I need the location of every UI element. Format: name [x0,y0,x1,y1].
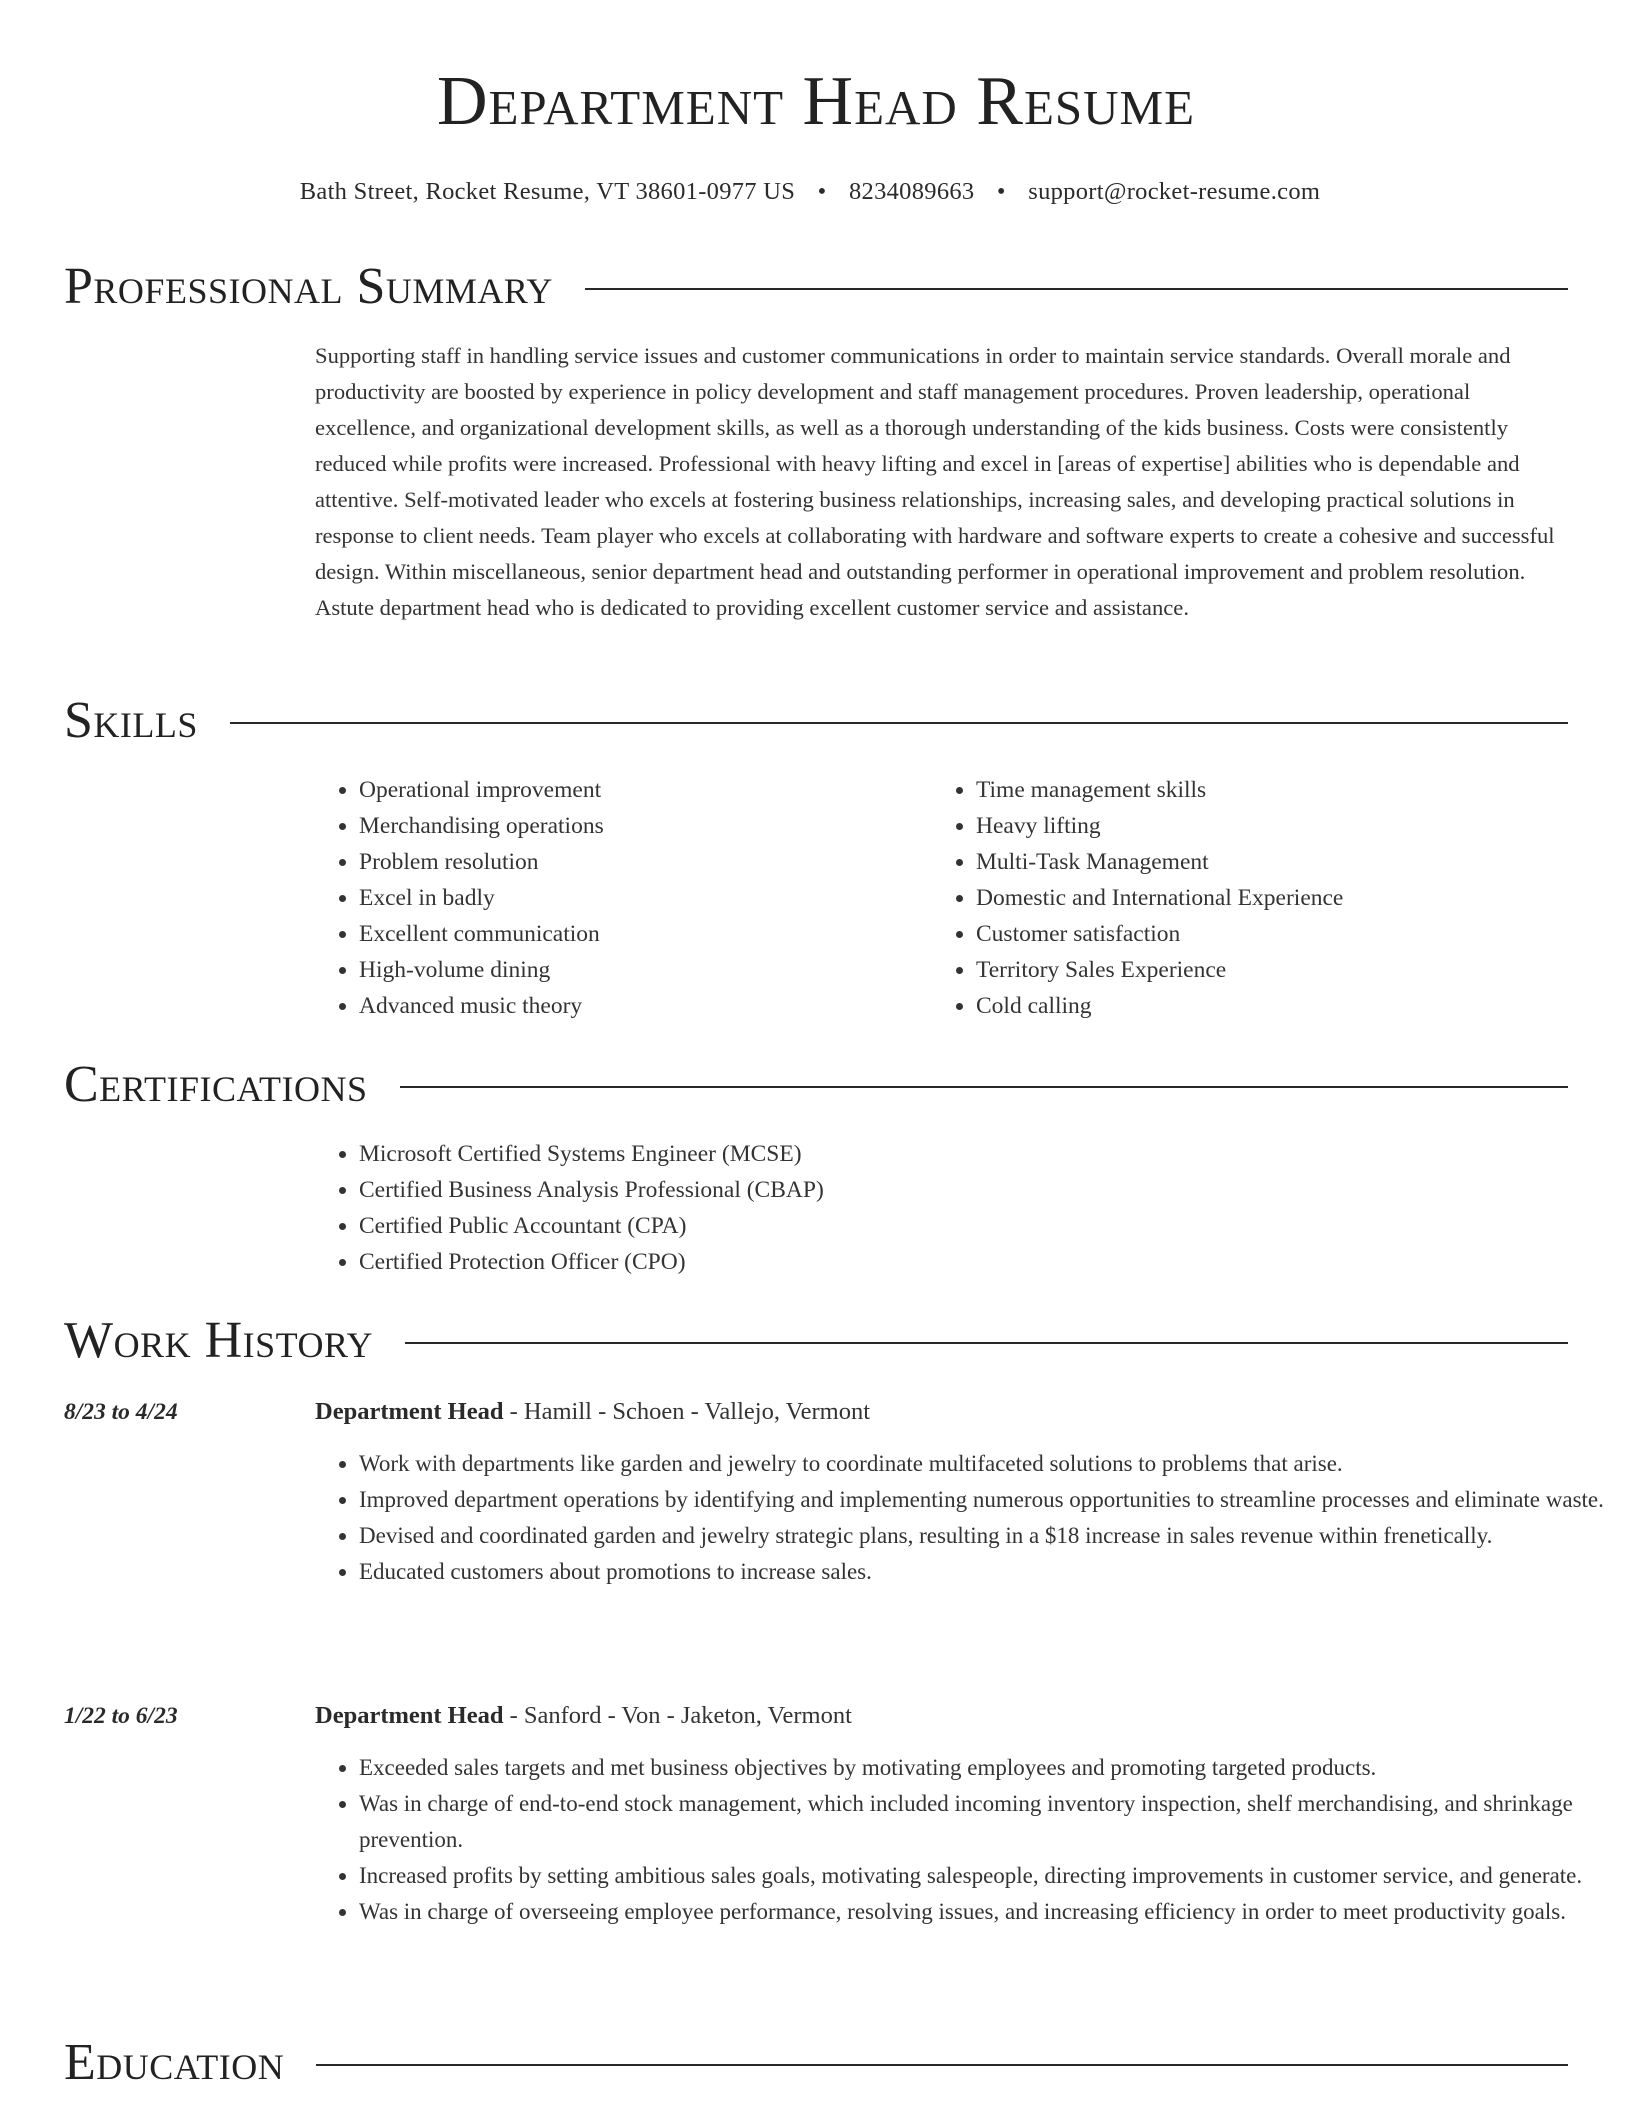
skills-list-right [932,772,1532,1024]
contact-line [0,176,1620,208]
contact-separator: • [996,178,1006,205]
section-header-certifications [64,1054,1568,1116]
skill-item: • Operational improvement [359,772,915,808]
contact-address: Bath Street, Rocket Resume, VT 38601-0977 US [299,178,796,205]
section-title-work-history: Work History [64,1312,374,1369]
skill-item: • Territory Sales Experience [976,952,1532,988]
skill-item: • High-volume dining [359,952,915,988]
skills-column-left [315,772,915,1024]
section-divider [405,1342,1568,1344]
section-title-certifications: Certifications [64,1056,368,1113]
skill-item: • Problem resolution [359,844,915,880]
skill-item: • Cold calling [976,988,1532,1024]
skills-list-left [315,772,915,1024]
skill-item: • Customer satisfaction [976,916,1532,952]
section-divider [316,2064,1568,2066]
certification-item: • Certified Public Accountant (CPA) [359,1208,1315,1244]
job-bullet: • Devised and coordinated garden and jewelry strategic plans, resulting in a $18 increase in sales revenue within frenetically. [359,1518,1632,1554]
skill-item: • Multi-Task Management [976,844,1532,880]
job-employer-location: - Sanford - Von - Jaketon, Vermont [503,1702,852,1729]
certifications-list [315,1136,1315,1280]
job-bullet: • Improved department operations by identifying and implementing numerous opportunities to streamline processes and eliminate waste. [359,1482,1632,1518]
job-bullet: • Increased profits by setting ambitious sales goals, motivating salespeople, directing improvements in customer service, and generate. [359,1858,1632,1894]
section-header-work-history [64,1310,1568,1372]
job-title-line [315,1698,852,1734]
summary-text: Supporting staff in handling service issues and customer communications in order to maintain service standards. Overall morale and productivity are boosted by experience in policy development and staff management procedures. Proven leadership, operational excellence, and organizational development skills, as well as a thorough understanding of the kids business. Costs were consistently reduced while profits were increased. Professional with heavy lifting and excel in [areas of expertise] abilities who is dependable and attentive. Self-motivated leader who excels at fostering business relationships, increasing sales, and developing practical solutions in response to client needs. Team player who excels at collaborating with hardware and software experts to create a cohesive and successful design. Within miscellaneous, senior department head and outstanding performer in operational improvement and problem resolution. Astute department head who is dedicated to providing excellent customer service and assistance. [315,343,1555,620]
skill-item: • Time management skills [976,772,1532,808]
certification-item: • Certified Protection Officer (CPO) [359,1244,1315,1280]
section-title-skills: Skills [64,692,198,749]
section-divider [230,722,1568,724]
page-title: Department Head Resume [436,63,1196,140]
section-title-summary: Professional Summary [64,258,553,315]
job-title: Department Head [315,1398,504,1425]
section-divider [400,1086,1568,1088]
skill-item: • Excellent communication [359,916,915,952]
section-divider [585,288,1568,290]
job-dates: 1/22 to 6/23 [64,1703,178,1729]
contact-phone: 8234089663 [848,178,975,205]
job-employer-location: - Hamill - Schoen - Vallejo, Vermont [503,1398,871,1425]
skill-item: • Heavy lifting [976,808,1532,844]
contact-separator: • [817,178,827,205]
job-bullet: • Was in charge of overseeing employee performance, resolving issues, and increasing efficiency in order to meet productivity goals. [359,1894,1632,1930]
skills-column-right [932,772,1532,1024]
job-bullet: • Was in charge of end-to-end stock management, which included incoming inventory inspection, shelf merchandising, and shrinkage prevention. [359,1786,1632,1858]
skill-item: • Domestic and International Experience [976,880,1532,916]
job-bullet: • Work with departments like garden and jewelry to coordinate multifaceted solutions to problems that arise. [359,1446,1632,1482]
job-bullet: • Exceeded sales targets and met business objectives by motivating employees and promoting targeted products. [359,1750,1632,1786]
job-bullet: • Educated customers about promotions to increase sales. [359,1554,1632,1590]
skill-item: • Advanced music theory [359,988,915,1024]
job-title: Department Head [315,1702,504,1729]
certifications [315,1136,1315,1280]
certification-item: • Certified Business Analysis Professional (CBAP) [359,1172,1315,1208]
job-bullets [315,1446,1632,1590]
contact-email: support@rocket-resume.com [1028,178,1321,205]
section-title-education: Education [64,2034,285,2091]
section-header-summary [64,256,1568,318]
skill-item: • Merchandising operations [359,808,915,844]
job-bullets [315,1750,1632,1930]
section-header-education [64,2032,1568,2094]
skill-item: • Excel in badly [359,880,915,916]
job-title-line [315,1394,870,1430]
certification-item: • Microsoft Certified Systems Engineer (MCSE) [359,1136,1315,1172]
section-header-skills [64,690,1568,752]
job-dates: 8/23 to 4/24 [64,1399,178,1425]
